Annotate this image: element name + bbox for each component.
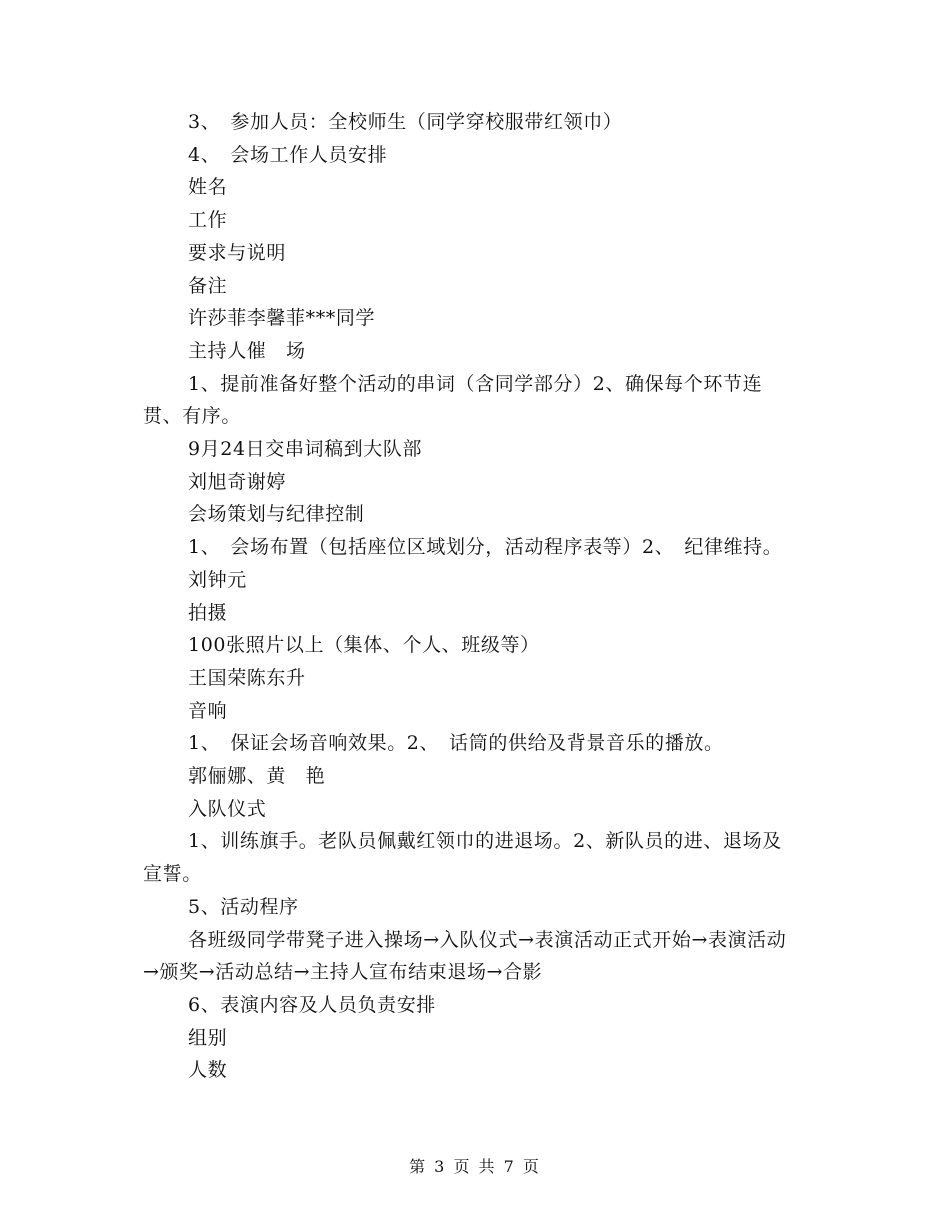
paragraph-col-name: 姓名 [188,176,228,199]
paragraph-col-work: 工作 [188,209,228,232]
paragraph-col-count: 人数 [188,1059,228,1082]
document-body [143,106,798,1087]
paragraph-sound-names: 王国荣陈东升 [188,666,306,689]
paragraph-program-flow: 各班级同学带凳子进入操场→入队仪式→表演活动正式开始→表演活动→颁奖→活动总结→主持人宣布结束退场→合影 [143,928,787,984]
paragraph-col-group: 组别 [188,1026,228,1049]
paragraph-ceremony-requirements: 1、训练旗手。老队员佩戴红领巾的进退场。2、新队员的进、退场及宣誓。 [143,830,782,886]
paragraph-venue-role: 会场策划与纪律控制 [188,503,365,526]
paragraph-performance-heading: 6、表演内容及人员负责安排 [188,993,436,1016]
paragraph-ceremony-role: 入队仪式 [188,797,267,820]
paragraph-host-requirements: 1、提前准备好整个活动的串词（含同学部分）2、确保每个环节连贯、有序。 [143,372,763,428]
paragraph-program-heading: 5、活动程序 [188,895,299,918]
paragraph-venue-names: 刘旭奇谢婷 [188,470,287,493]
paragraph-host-notes: 9月24日交串词稿到大队部 [188,438,423,461]
paragraph-photo-role: 拍摄 [188,601,228,624]
page-number-footer: 第 3 页 共 7 页 [409,1157,541,1176]
paragraph-sound-role: 音响 [188,699,228,722]
paragraph-participants: 3、 参加人员：全校师生（同学穿校服带红领巾） [188,111,623,133]
paragraph-staff-heading: 4、 会场工作人员安排 [188,143,388,166]
paragraph-host-role: 主持人催 场 [188,339,306,362]
paragraph-col-notes: 备注 [188,274,228,297]
paragraph-ceremony-names: 郭俪娜、黄 艳 [188,765,326,788]
paragraph-photo-requirements: 100张照片以上（集体、个人、班级等） [188,634,540,657]
paragraph-venue-requirements: 1、 会场布置（包括座位区域划分，活动程序表等）2、 纪律维持。 [188,536,783,559]
paragraph-col-requirements: 要求与说明 [188,241,287,264]
paragraph-photo-name: 刘钟元 [188,568,247,591]
paragraph-sound-requirements: 1、 保证会场音响效果。2、 话筒的供给及背景音乐的播放。 [188,732,724,755]
paragraph-host-names: 许莎菲李馨菲***同学 [188,307,376,330]
